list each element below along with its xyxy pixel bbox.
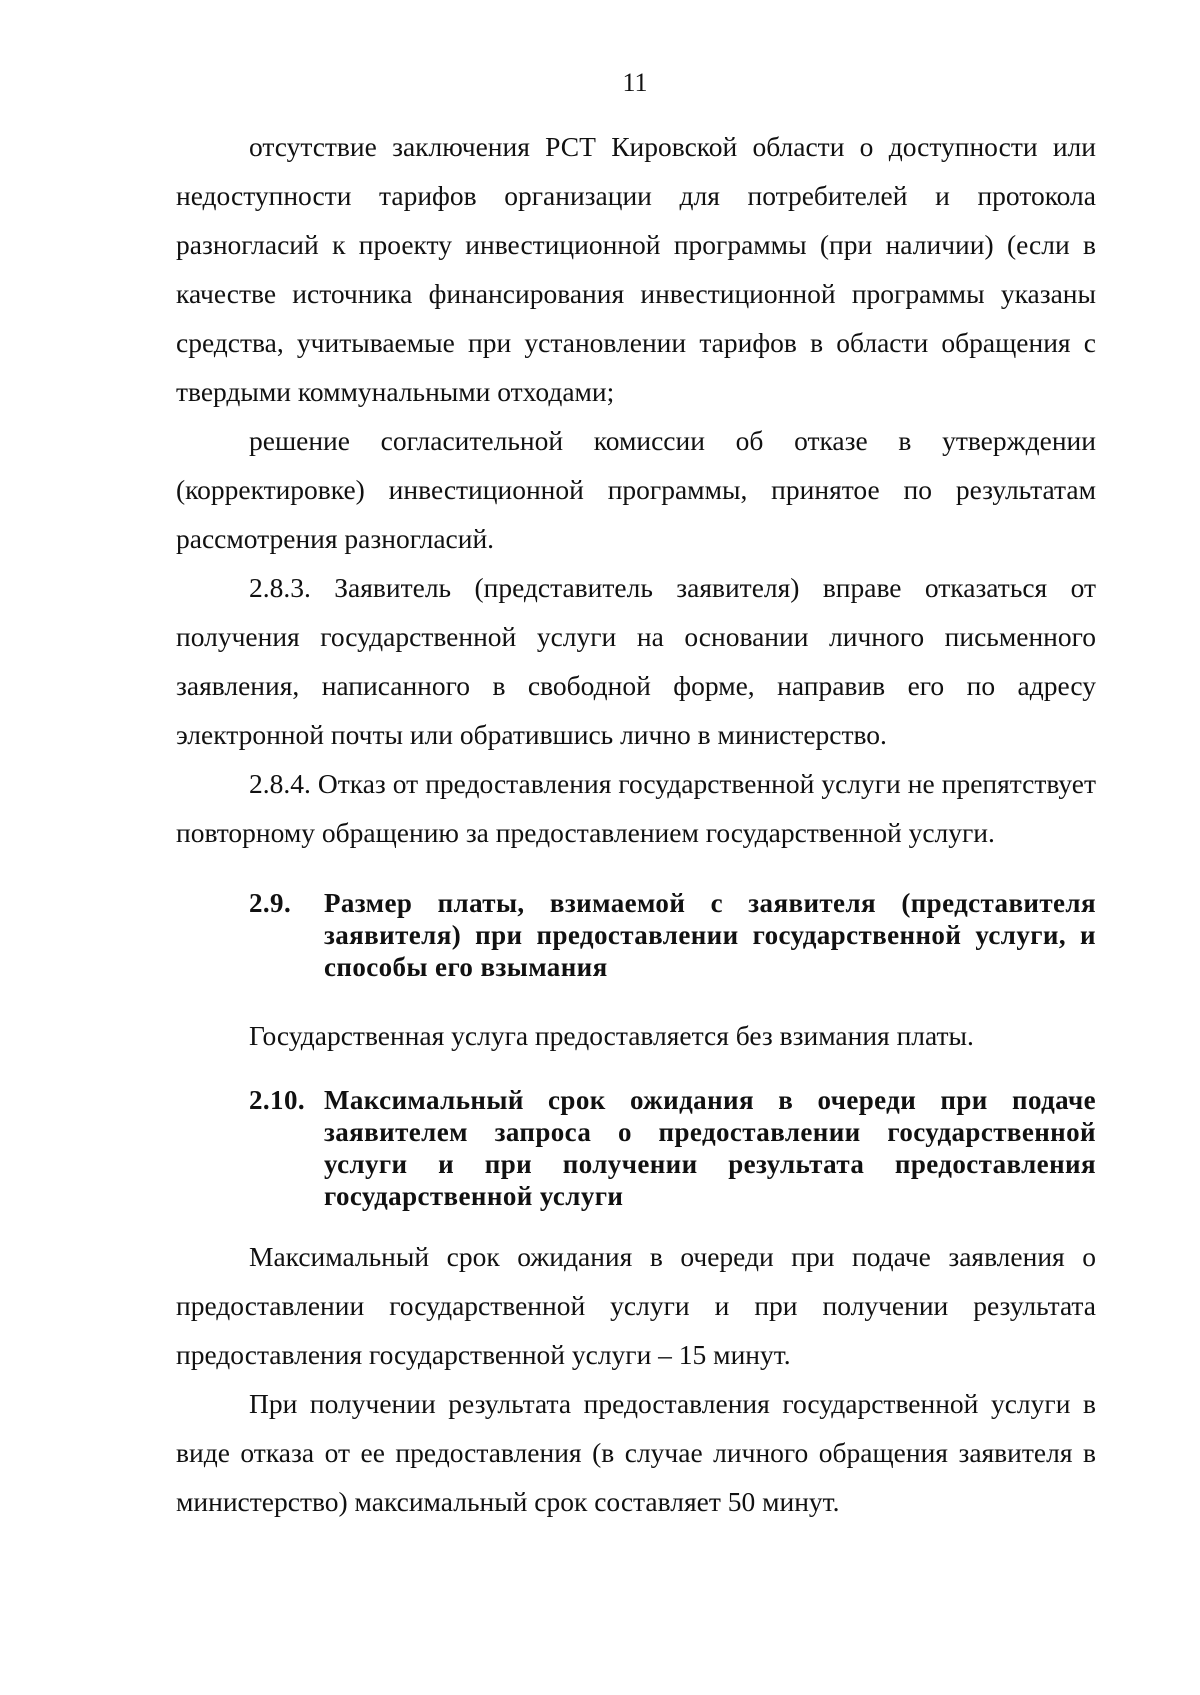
spacer (176, 983, 1096, 1011)
section-heading-2-9 (176, 887, 1096, 983)
spacer (176, 1060, 1096, 1084)
spacer (176, 1212, 1096, 1232)
paragraph-commission-decision: решение согласительной комиссии об отказе в утверждении (корректировке) инвестиционной программы, принятое по результатам рассмотрения разногласий. (176, 425, 1096, 554)
page-number: 11 (622, 68, 648, 97)
section-title: Максимальный срок ожидания в очереди при подаче заявителем запроса о предоставлении государственной услуги и при получении результата предоставления государственной услуги (324, 1085, 1096, 1211)
paragraph-2-8-4: 2.8.4. Отказ от предоставления государственной услуги не препятствует повторному обращению за предоставлением государственной услуги. (176, 768, 1096, 848)
spacer (176, 857, 1096, 887)
paragraph-no-conclusion: отсутствие заключения РСТ Кировской области о доступности или недоступности тарифов организации для потребителей и протокола разногласий к проекту инвестиционной программы (при наличии) (если в качестве источника финансирования инвестиционной программы указаны средства, учитываемые при установлении тарифов в области обращения с твердыми коммунальными отходами; (176, 131, 1096, 407)
paragraph-2-8-3: 2.8.3. Заявитель (представитель заявителя) вправе отказаться от получения государственной услуги на основании личного письменного заявления, написанного в свободной форме, направив его по адресу электронной почты или обратившись лично в министерство. (176, 572, 1096, 750)
paragraph-2-10-refusal-time: При получении результата предоставления государственной услуги в виде отказа от ее предоставления (в случае личного обращения заявителя в министерство) максимальный срок составляет 50 минут. (176, 1388, 1096, 1517)
paragraph-2-10-wait-time: Максимальный срок ожидания в очереди при подаче заявления о предоставлении государственной услуги и при получении результата предоставления государственной услуги – 15 минут. (176, 1241, 1096, 1370)
section-number: 2.10. (249, 1085, 305, 1115)
paragraph-2-9-body: Государственная услуга предоставляется без взимания платы. (249, 1020, 974, 1051)
document-body (176, 122, 1096, 1526)
section-title: Размер платы, взимаемой с заявителя (представителя заявителя) при предоставлении государственной услуги, и способы его взымания (324, 888, 1096, 982)
section-number: 2.9. (249, 888, 292, 918)
section-heading-2-10 (176, 1084, 1096, 1212)
